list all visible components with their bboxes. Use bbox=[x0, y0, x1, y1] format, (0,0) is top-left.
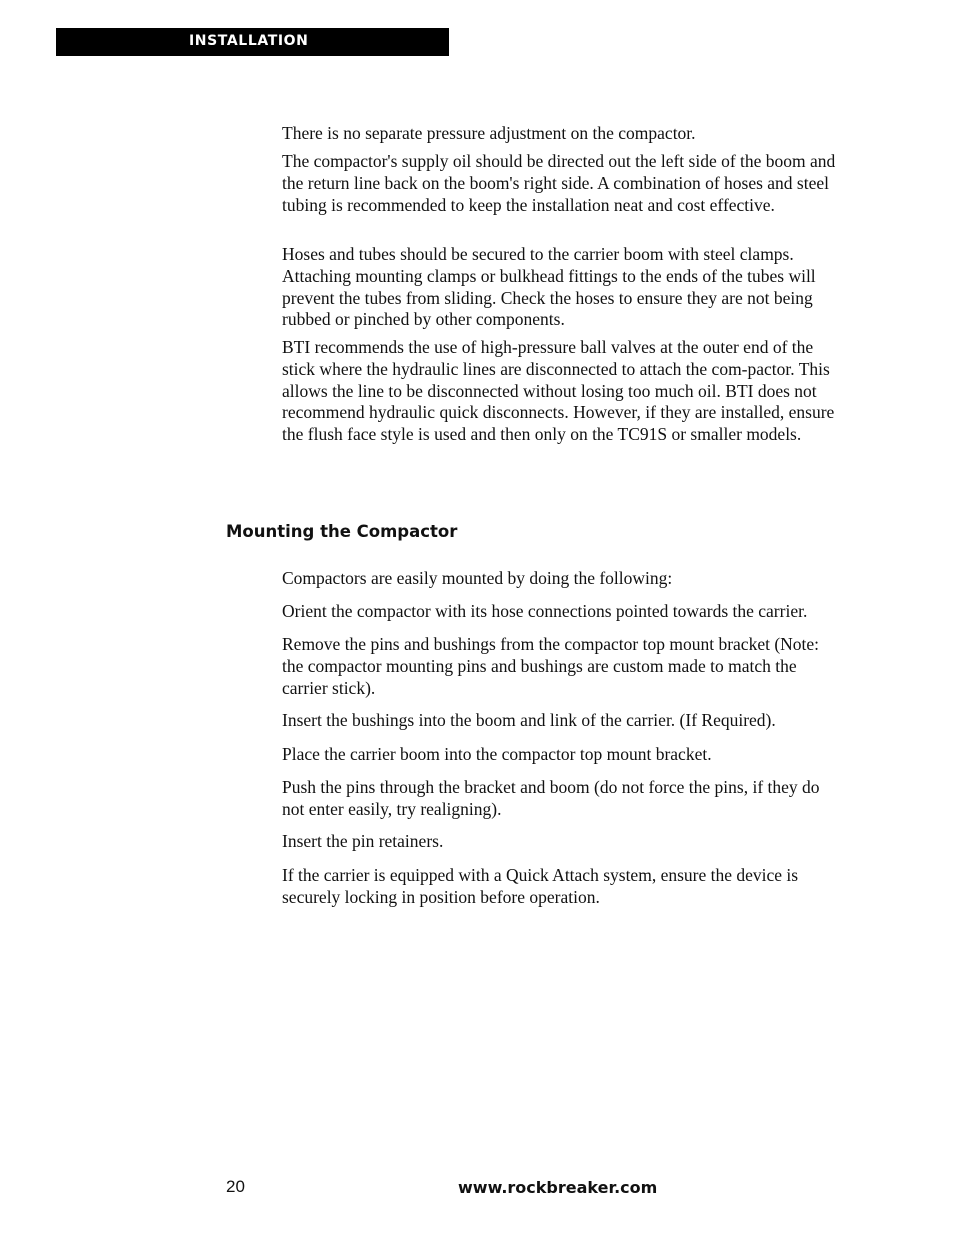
mounting-step: Remove the pins and bushings from the compactor top mount bracket (Note: the compactor mounting pins and bushings are custom made to match the carrier stick). bbox=[282, 634, 820, 698]
mounting-step: Insert the pin retainers. bbox=[282, 831, 444, 851]
mounting-step: Place the carrier boom into the compactor top mount bracket. bbox=[282, 744, 712, 764]
section-title: INSTALLATION bbox=[189, 33, 309, 49]
paragraph-pressure-adjustment: There is no separate pressure adjustment on the compactor. bbox=[282, 123, 696, 143]
mounting-heading: Mounting the Compactor bbox=[226, 522, 458, 541]
mounting-step: If the carrier is equipped with a Quick Attach system, ensure the device is securely locking in position before operation. bbox=[282, 865, 799, 907]
section-header-bar bbox=[56, 28, 449, 56]
footer-url: www.rockbreaker.com bbox=[458, 1178, 658, 1197]
mounting-step: Insert the bushings into the boom and link of the carrier. (If Required). bbox=[282, 710, 776, 730]
mounting-step: Orient the compactor with its hose connections pointed towards the carrier. bbox=[282, 601, 808, 621]
mounting-step: Push the pins through the bracket and boom (do not force the pins, if they do not enter easily, try realigning). bbox=[282, 777, 820, 819]
paragraph-ball-valves: BTI recommends the use of high-pressure ball valves at the outer end of the stick where the hydraulic lines are disconnected to attach the com-pactor. This allows the line to be disconnected without losing too much oil. BTI does not recommend hydraulic quick disconnects. However, if they are installed, ensure the flush face style is used and then only on the TC91S or smaller models. bbox=[282, 337, 835, 445]
paragraph-hoses-tubes: Hoses and tubes should be secured to the carrier boom with steel clamps. Attaching mounting clamps or bulkhead fittings to the ends of the tubes will prevent the tubes from sliding. Check the hoses to ensure they are not being rubbed or pinched by other components. bbox=[282, 244, 816, 330]
page-number: 20 bbox=[226, 1177, 245, 1196]
paragraph-supply-oil: The compactor's supply oil should be directed out the left side of the boom and the return line back on the boom's right side. A combination of hoses and steel tubing is recommended to keep the installation neat and cost effective. bbox=[282, 151, 836, 215]
mounting-step: Compactors are easily mounted by doing the following: bbox=[282, 568, 673, 588]
